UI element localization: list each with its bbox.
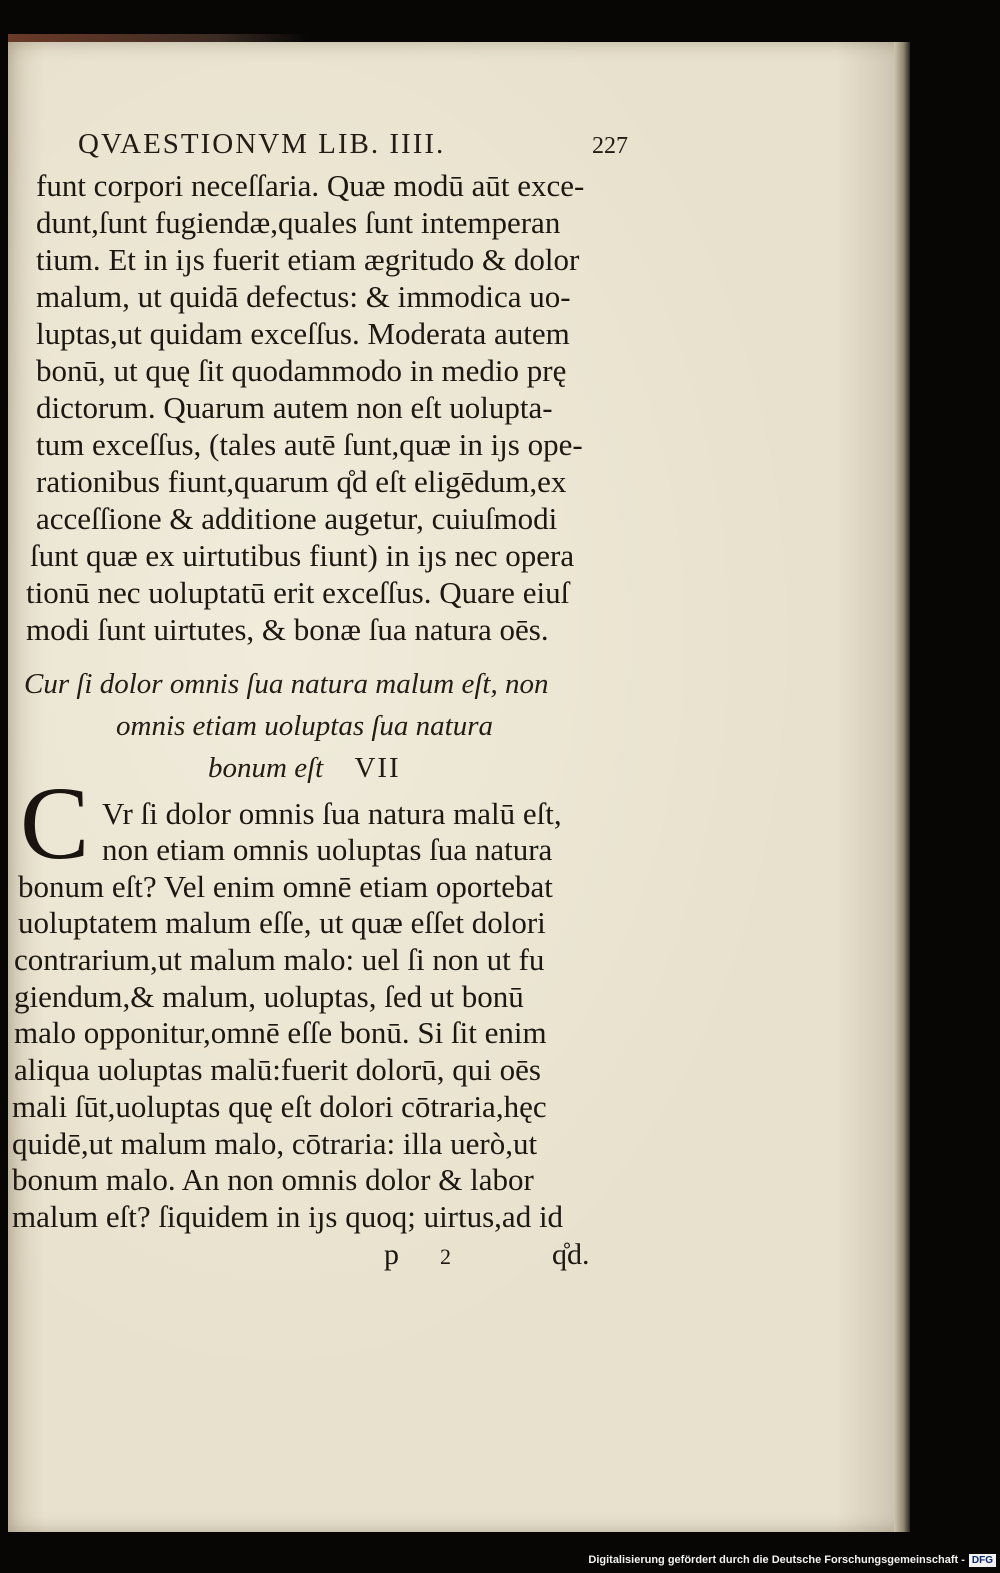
page-edge — [894, 42, 910, 1532]
text-line: bonum malo. An non omnis dolor & labor — [12, 1162, 534, 1197]
text-line: bonū, ut quę ſit quodammodo in medio prę — [36, 353, 567, 388]
text-line: malum, ut quidā defectus: & immodica uo- — [36, 279, 571, 314]
text-line: giendum,& malum, uoluptas, ſed ut bonū — [14, 979, 524, 1014]
text-line: mali ſūt,uoluptas quę eſt dolori cōtraria,hęc — [12, 1089, 547, 1124]
text-line: funt corpori neceſſaria. Quæ modū aūt exce- — [36, 168, 585, 203]
text-line: malo opponitur,omnē eſſe bonū. Si ſit enim — [14, 1015, 547, 1050]
text-line: uoluptatem malum eſſe, ut quæ eſſet dolori — [18, 905, 546, 940]
heading-line-1: Cur ſi dolor omnis ſua natura malum eſt, non — [24, 668, 549, 700]
text-line: tum exceſſus, (tales autē ſunt,quæ in iȷs ope- — [36, 427, 583, 462]
text-line: quidē,ut malum malo, cōtraria: illa uerò,ut — [12, 1126, 538, 1161]
chapter-number: VII — [354, 752, 401, 784]
dropcap-letter: C — [20, 780, 90, 866]
heading-text: bonum eſt — [208, 752, 324, 784]
running-head — [78, 128, 628, 162]
text-line: aliqua uoluptas malū:fuerit dolorū, qui oēs — [14, 1052, 541, 1087]
page-number: 227 — [592, 133, 628, 159]
heading-line-2: omnis etiam uoluptas ſua natura — [116, 710, 494, 742]
text-line: acceſſione & additione augetur, cuiuſmodi — [36, 501, 558, 536]
running-head-title: QVAESTIONVM LIB. IIII. — [78, 128, 446, 160]
heading-line-3 — [208, 752, 401, 785]
text-line: non etiam omnis uoluptas ſua natura — [102, 832, 553, 867]
text-line: bonum eſt? Vel enim omnē etiam oportebat — [18, 869, 553, 904]
text-line: dunt,ſunt fugiendæ,quales ſunt intemperan — [36, 205, 561, 240]
text-line: ſunt quæ ex uirtutibus fiunt) in iȷs nec opera — [30, 538, 575, 573]
text-line: malum eſt? ſiquidem in iȷs quoq; uirtus,ad id — [12, 1199, 564, 1234]
dfg-logo: DFG — [969, 1554, 996, 1567]
text-line: tionū nec uoluptatū erit exceſſus. Quare eiuſ — [26, 575, 570, 610]
text-line: modi ſunt uirtutes, & bonæ ſua natura oēs. — [26, 612, 549, 647]
signature-mark: p — [384, 1238, 399, 1271]
credit-text: Digitalisierung gefördert durch die Deutsche Forschungsgemeinschaft - — [588, 1554, 965, 1566]
digitization-credit — [588, 1550, 1000, 1570]
text-line: dictorum. Quarum autem non eſt uolupta- — [36, 390, 553, 425]
text-line: luptas,ut quidam exceſſus. Moderata autem — [36, 316, 570, 351]
signature-number: 2 — [440, 1244, 451, 1269]
catchword: q̊d. — [552, 1238, 590, 1271]
text-line: Vr ſi dolor omnis ſua natura malū eſt, — [102, 796, 562, 831]
text-line: contrarium,ut malum malo: uel ſi non ut fu — [14, 942, 545, 977]
text-line: tium. Et in iȷs fuerit etiam ægritudo & dolor — [36, 242, 580, 277]
text-line: rationibus fiunt,quarum q̊d eſt eligēdum,ex — [36, 464, 567, 499]
dropcap-initial — [20, 780, 100, 866]
